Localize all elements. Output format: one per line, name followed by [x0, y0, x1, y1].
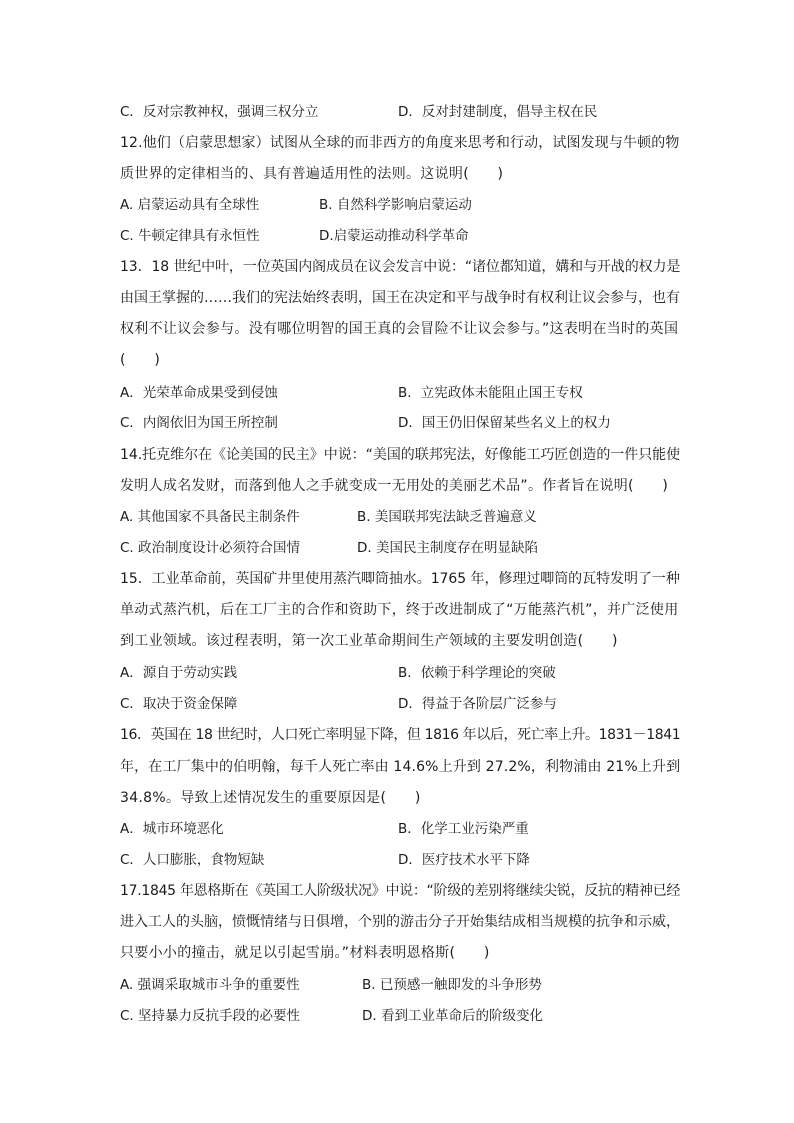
option-b: B．依赖于科学理论的突破: [398, 665, 556, 681]
question-stem-line: 进入工人的头脑，愤慨情绪与日俱增，个别的游击分子开始集结成相当规模的抗争和示威，: [120, 914, 680, 930]
question-stem-line: 质世界的定律相当的、具有普遍适用性的法则。这说明( ): [120, 166, 504, 182]
question-stem-line: 16．英国在 18 世纪时，人口死亡率明显下降，但 1816 年以后，死亡率上升。1831－1841: [120, 727, 681, 743]
question-stem-line: 只要小小的撞击，就足以引起雪崩。”材料表明恩格斯( ): [120, 945, 490, 961]
option-c: C. 牛顿定律具有永恒性: [120, 228, 260, 244]
option-b: B. 已预感一触即发的斗争形势: [362, 977, 542, 993]
option-b: B. 美国联邦宪法缺乏普遍意义: [357, 509, 537, 525]
option-b: B. 自然科学影响启蒙运动: [319, 197, 472, 213]
option-a: A. 其他国家不具备民主制条件: [120, 509, 300, 525]
question-stem-line: 由国王掌握的……我们的宪法始终表明，国王在决定和平与战争时有权利让议会参与，也有: [120, 290, 680, 306]
option-a: A. 启蒙运动具有全球性: [120, 197, 260, 213]
option-c: C．取决于资金保障: [120, 696, 238, 712]
question-stem-line: 14.托克维尔在《论美国的民主》中说：“美国的联邦宪法，好像能工巧匠创造的一件只能使: [120, 447, 681, 463]
question-stem-line: 到工业领域。该过程表明，第一次工业革命期间生产领域的主要发明创造( ): [120, 633, 618, 649]
question-stem-line: 年，在工厂集中的伯明翰，每千人死亡率由 14.6%上升到 27.2%，利物浦由 21%上升到: [120, 759, 681, 775]
question-stem-line: 15．工业革命前，英国矿井里使用蒸汽唧筒抽水。1765 年，修理过唧筒的瓦特发明了一种: [120, 571, 680, 587]
option-d: D．医疗技术水平下降: [398, 852, 530, 868]
option-d: D．得益于各阶层广泛参与: [398, 696, 557, 712]
option-c: C．人口膨胀，食物短缺: [120, 852, 265, 868]
option-d: D．国王仍旧保留某些名义上的权力: [398, 415, 611, 431]
question-stem-line: ( ): [120, 352, 161, 368]
option-c: C. 政治制度设计必须符合国情: [120, 540, 301, 556]
question-stem-line: 单动式蒸汽机，后在工厂主的合作和资助下，终于改进制成了“万能蒸汽机”，并广泛使用: [120, 602, 679, 618]
option-a: A．光荣革命成果受到侵蚀: [120, 385, 278, 401]
option-a: A. 强调采取城市斗争的重要性: [120, 977, 300, 993]
option-c: C. 坚持暴力反抗手段的必要性: [120, 1008, 301, 1024]
option-d: D. 美国民主制度存在明显缺陷: [357, 540, 538, 556]
option-d: D.启蒙运动推动科学革命: [319, 228, 469, 244]
option-b: B．化学工业污染严重: [398, 821, 529, 837]
option-c: C．内阁依旧为国王所控制: [120, 415, 278, 431]
option-d: D．反对封建制度，倡导主权在民: [398, 104, 598, 120]
option-a: A．城市环境恶化: [120, 821, 224, 837]
option-d: D. 看到工业革命后的阶级变化: [362, 1008, 543, 1024]
option-c: C．反对宗教神权，强调三权分立: [120, 104, 319, 120]
question-stem-line: 34.8%。导致上述情况发生的重要原因是( ): [120, 790, 421, 806]
question-stem-line: 17.1845 年恩格斯在《英国工人阶级状况》中说：“阶级的差别将继续尖锐，反抗的精神已经: [120, 883, 681, 899]
option-b: B．立宪政体未能阻止国王专权: [398, 385, 583, 401]
question-stem-line: 12.他们（启蒙思想家）试图从全球的而非西方的角度来思考和行动，试图发现与牛顿的物: [120, 135, 680, 151]
question-stem-line: 发明人成名发财，而落到他人之手就变成一无用处的美丽艺术品”。作者旨在说明( ): [120, 478, 669, 494]
question-stem-line: 13．18 世纪中叶，一位英国内阁成员在议会发言中说：“诸位都知道，媾和与开战的权力是: [120, 259, 681, 275]
option-a: A．源自于劳动实践: [120, 665, 238, 681]
question-stem-line: 权利不让议会参与。没有哪位明智的国王真的会冒险不让议会参与。”这表明在当时的英国: [120, 321, 679, 337]
